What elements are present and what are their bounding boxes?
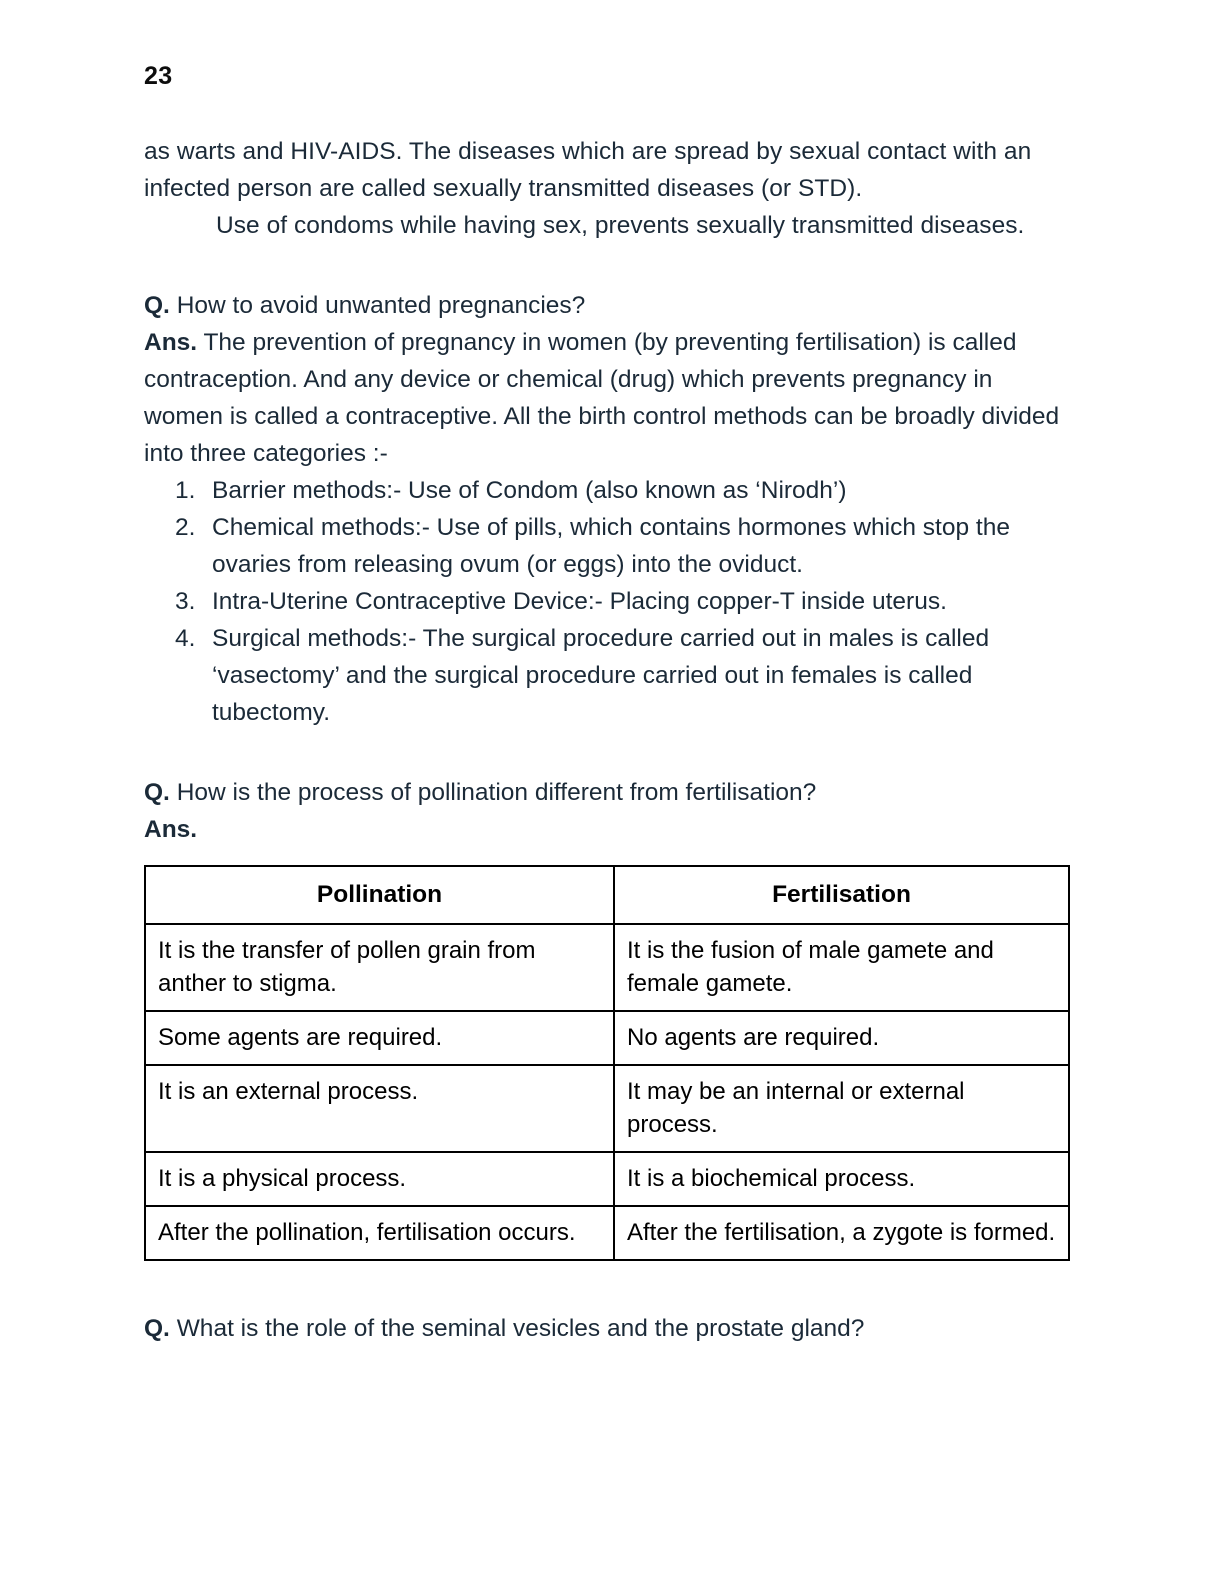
question-label: Q. (144, 1315, 170, 1342)
table-cell: After the pollination, fertilisation occurs. (145, 1206, 614, 1260)
table-cell: Some agents are required. (145, 1011, 614, 1065)
question-label: Q. (144, 779, 170, 806)
birth-control-methods-list (144, 472, 1070, 731)
table-row (145, 1011, 1069, 1065)
comparison-table-wrapper (144, 865, 1070, 1261)
question-text: What is the role of the seminal vesicles and the prostate gland? (176, 1315, 865, 1342)
answer-label: Ans. (144, 816, 198, 843)
table-cell: It is the transfer of pollen grain from anther to stigma. (145, 924, 614, 1011)
qa-block-seminal-vesicles (144, 1310, 1070, 1347)
table-cell: After the fertilisation, a zygote is formed. (614, 1206, 1069, 1260)
column-header-fertilisation: Fertilisation (614, 866, 1069, 924)
question-line-1 (144, 287, 1070, 324)
table-row (145, 924, 1069, 1011)
answer-label: Ans. (144, 329, 198, 356)
intro-paragraphs (144, 133, 1070, 244)
intro-paragraph-2: Use of condoms while having sex, prevents sexually transmitted diseases. (216, 212, 1025, 239)
qa-block-pollination (144, 774, 1070, 1261)
table-cell: It may be an internal or external process. (614, 1065, 1069, 1152)
column-header-pollination: Pollination (145, 866, 614, 924)
question-line-2 (144, 774, 1070, 811)
table-header-row (145, 866, 1069, 924)
answer-line-2 (144, 811, 1070, 848)
list-item: Chemical methods:- Use of pills, which contains hormones which stop the ovaries from releasing ovum (or eggs) into the oviduct. (212, 514, 1010, 578)
list-item: Surgical methods:- The surgical procedure carried out in males is called ‘vasectomy’ and the surgical procedure carried out in females is called tubectomy. (212, 625, 990, 726)
qa-block-contraception (144, 287, 1070, 731)
table-row (145, 1152, 1069, 1206)
table-row (145, 1206, 1069, 1260)
table-cell: It is the fusion of male gamete and female gamete. (614, 924, 1069, 1011)
answer-text: The prevention of pregnancy in women (by preventing fertilisation) is called contraception. And any device or chemical (drug) which prevents pregnancy in women is called a contraceptive. All the birth control methods can be broadly divided into three categories :- (144, 329, 1060, 467)
table-cell: It is a biochemical process. (614, 1152, 1069, 1206)
answer-line-1 (144, 324, 1070, 472)
list-item: Barrier methods:- Use of Condom (also known as ‘Nirodh’) (212, 477, 847, 504)
question-text: How to avoid unwanted pregnancies? (176, 292, 586, 319)
table-cell: It is an external process. (145, 1065, 614, 1152)
question-text: How is the process of pollination different from fertilisation? (176, 779, 817, 806)
question-line-3 (144, 1310, 1070, 1347)
intro-paragraph-1: as warts and HIV-AIDS. The diseases which are spread by sexual contact with an infected person are called sexually transmitted diseases (or STD). (144, 138, 1032, 202)
table-cell: It is a physical process. (145, 1152, 614, 1206)
table-cell: No agents are required. (614, 1011, 1069, 1065)
page-number: 23 (144, 62, 173, 90)
question-label: Q. (144, 292, 170, 319)
page-content (144, 0, 1070, 1347)
list-item: Intra-Uterine Contraceptive Device:- Placing copper-T inside uterus. (212, 588, 947, 615)
table-row (145, 1065, 1069, 1152)
pollination-fertilisation-table (144, 865, 1070, 1261)
